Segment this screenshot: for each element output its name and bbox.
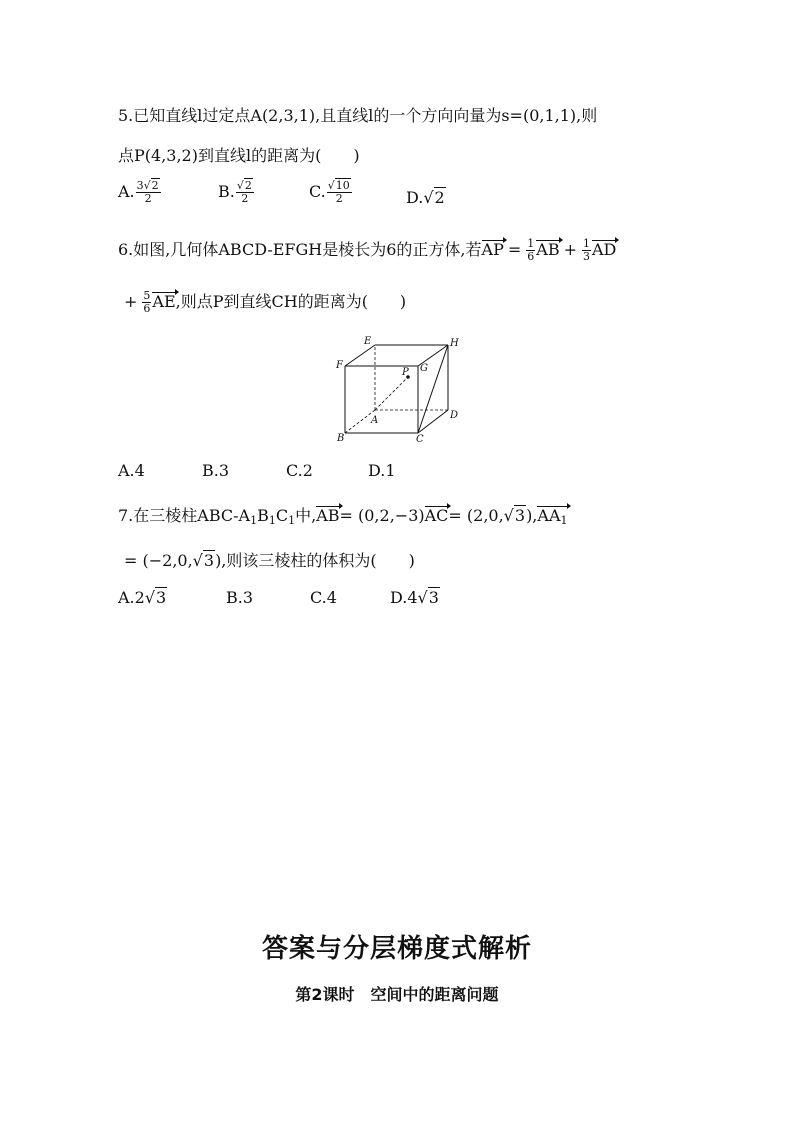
label-e: E: [364, 336, 372, 347]
q7-option-b: B.3: [226, 588, 254, 607]
q6-option-d: D.1: [368, 461, 396, 480]
q5-option-a: A. $\frac{3√2}{2}$: [118, 179, 159, 205]
cube-figure: [330, 330, 460, 445]
label-d: D: [450, 410, 459, 421]
vector-ac: AC: [424, 506, 449, 525]
q6-line2: + $\frac{5}{6}$ AE,则点P到直线CH的距离为( ): [124, 289, 407, 315]
q6-option-c: C.2: [286, 461, 313, 480]
vector-ap: AP: [481, 240, 504, 259]
label-h: H: [450, 338, 459, 349]
q5-line1: 5.已知直线l过定点A(2,3,1),且直线l的一个方向向量为s=(0,1,1),则: [118, 106, 598, 125]
q7-option-d: D.4√3: [390, 588, 439, 607]
answer-title: 答案与分层梯度式解析: [261, 934, 532, 964]
vector-aa1: $AA_1$: [537, 505, 567, 532]
q7-line1: 7.在三棱柱ABC-$A_1B_1C_1$中$,AB= (0,2,-3)AC= (2,0,√3),AA_1$: [118, 505, 568, 532]
q5-line2: 点P(4,3,2)到直线l的距离为( ): [118, 146, 360, 165]
lesson-title: 第2课时 空间中的距离问题: [295, 985, 499, 1004]
vector-ae: AE: [152, 292, 176, 311]
q7-line2: = (−2,0,√3),则该三棱柱的体积为( ): [124, 551, 415, 570]
label-f: F: [336, 360, 343, 371]
vector-ab-q7: AB: [316, 506, 340, 525]
label-p: P: [402, 367, 409, 378]
q7-option-c: C.4: [310, 588, 337, 607]
q5-option-c: C. $\frac{√10}{2}$: [309, 179, 350, 205]
q6-option-a: A.4: [118, 461, 145, 480]
label-a: A: [371, 415, 379, 426]
q7-option-a: A.2√3: [118, 588, 167, 607]
q5-option-d: D.√2: [406, 188, 445, 207]
vector-ad: AD: [591, 240, 617, 259]
q6-line1: 6.如图,几何体ABCD-EFGH是棱长为6的正方体,若AP = $\frac{1}{6}$ AB + $\frac{1}{3}$ AD: [118, 237, 617, 263]
vector-ab: AB: [536, 240, 560, 259]
q5-option-b: B. $\frac{√2}{2}$: [218, 179, 252, 205]
label-c: C: [416, 434, 424, 445]
label-g: G: [420, 363, 428, 374]
q6-option-b: B.3: [202, 461, 230, 480]
label-b: B: [337, 433, 345, 444]
